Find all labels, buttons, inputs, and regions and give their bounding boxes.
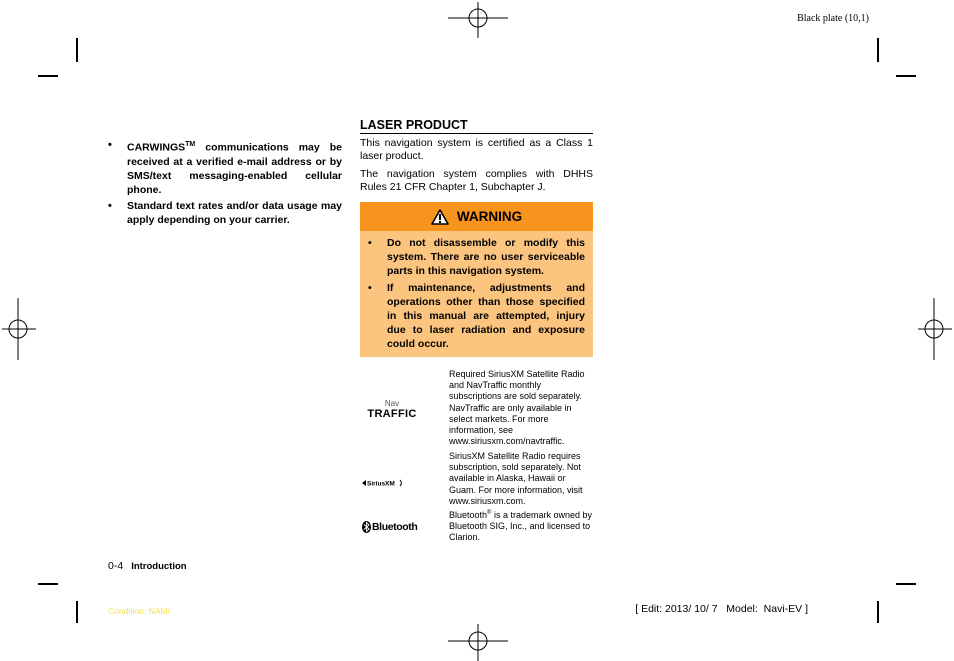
siriusxm-logo [362,475,406,493]
bluetooth-text [449,508,594,544]
warning-title: WARNING [456,209,523,224]
siriusxm-logo-text: SiriusXM [367,480,395,488]
bluetooth-text-post: is a trademark owned by Bluetooth SIG, Inc., and licensed to Clarion. [449,510,592,543]
bullet-text: Standard text rates and/or data usage may apply depending on your carrier. [127,199,342,226]
bullet-text-rates [108,199,342,227]
registered-superscript: ® [487,510,492,516]
registration-mark-left [2,298,36,360]
navtraffic-logo-main: TRAFFIC [367,408,417,420]
laser-section [360,118,593,357]
warning-triangle-icon [431,209,449,225]
laser-paragraph-1: This navigation system is certified as a Class 1 laser product. [360,137,593,162]
warning-body [360,231,593,357]
siriusxm-logo-mark [362,478,406,488]
edit-info: [ Edit: 2013/ 10/ 7 Model: Navi-EV ] [635,603,808,615]
plate-label: Black plate (10,1) [797,13,869,24]
navtraffic-logo [362,399,422,420]
warning-item: • Do not disassemble or modify this system. There are no user serviceable parts in this navigation system. [368,237,585,278]
condition-label: Condition: NAM/ [108,606,170,616]
registration-mark-right [918,298,952,360]
section-heading: LASER PRODUCT [360,118,593,134]
warning-header [360,202,593,231]
navtraffic-text: Required SiriusXM Satellite Radio and NavTraffic monthly subscriptions are sold separately. NavTraffic are only available in select markets. For more information, see www.siriusxm.com/navtraffic. [449,369,585,447]
bullet-text-post: communications may be received at a verified e-mail address or by SMS/text messaging-enabled cellular phone. [127,141,342,196]
siriusxm-text: SiriusXM Satellite Radio requires subscription, sold separately. Not available in Alaska, Hawaii or Guam. For more information, visit www.siriusxm.com. [449,451,583,506]
trademark-superscript: TM [185,141,196,148]
bullet-text-pre: CARWINGS [127,141,186,154]
registration-mark-bottom [446,624,510,661]
navtraffic-logo-top: Nav [384,399,400,408]
bluetooth-text-pre: Bluetooth [449,510,488,520]
warning-box [360,202,593,357]
bluetooth-logo [362,521,417,533]
section-name: Introduction [131,561,187,572]
bluetooth-icon [362,521,371,533]
page-footer [108,560,187,572]
left-column [108,138,342,229]
registration-mark-top [446,2,510,38]
warning-item: • If maintenance, adjustments and operations other than those specified in this manual are attempted, injury due to laser radiation and exposure could occur. [368,282,585,351]
page-number: 0-4 [108,560,124,572]
bullet-carwings [108,138,342,197]
bluetooth-logo-text: Bluetooth [372,521,418,533]
laser-paragraph-2: The navigation system complies with DHHS Rules 21 CFR Chapter 1, Subchapter J. [360,168,593,193]
